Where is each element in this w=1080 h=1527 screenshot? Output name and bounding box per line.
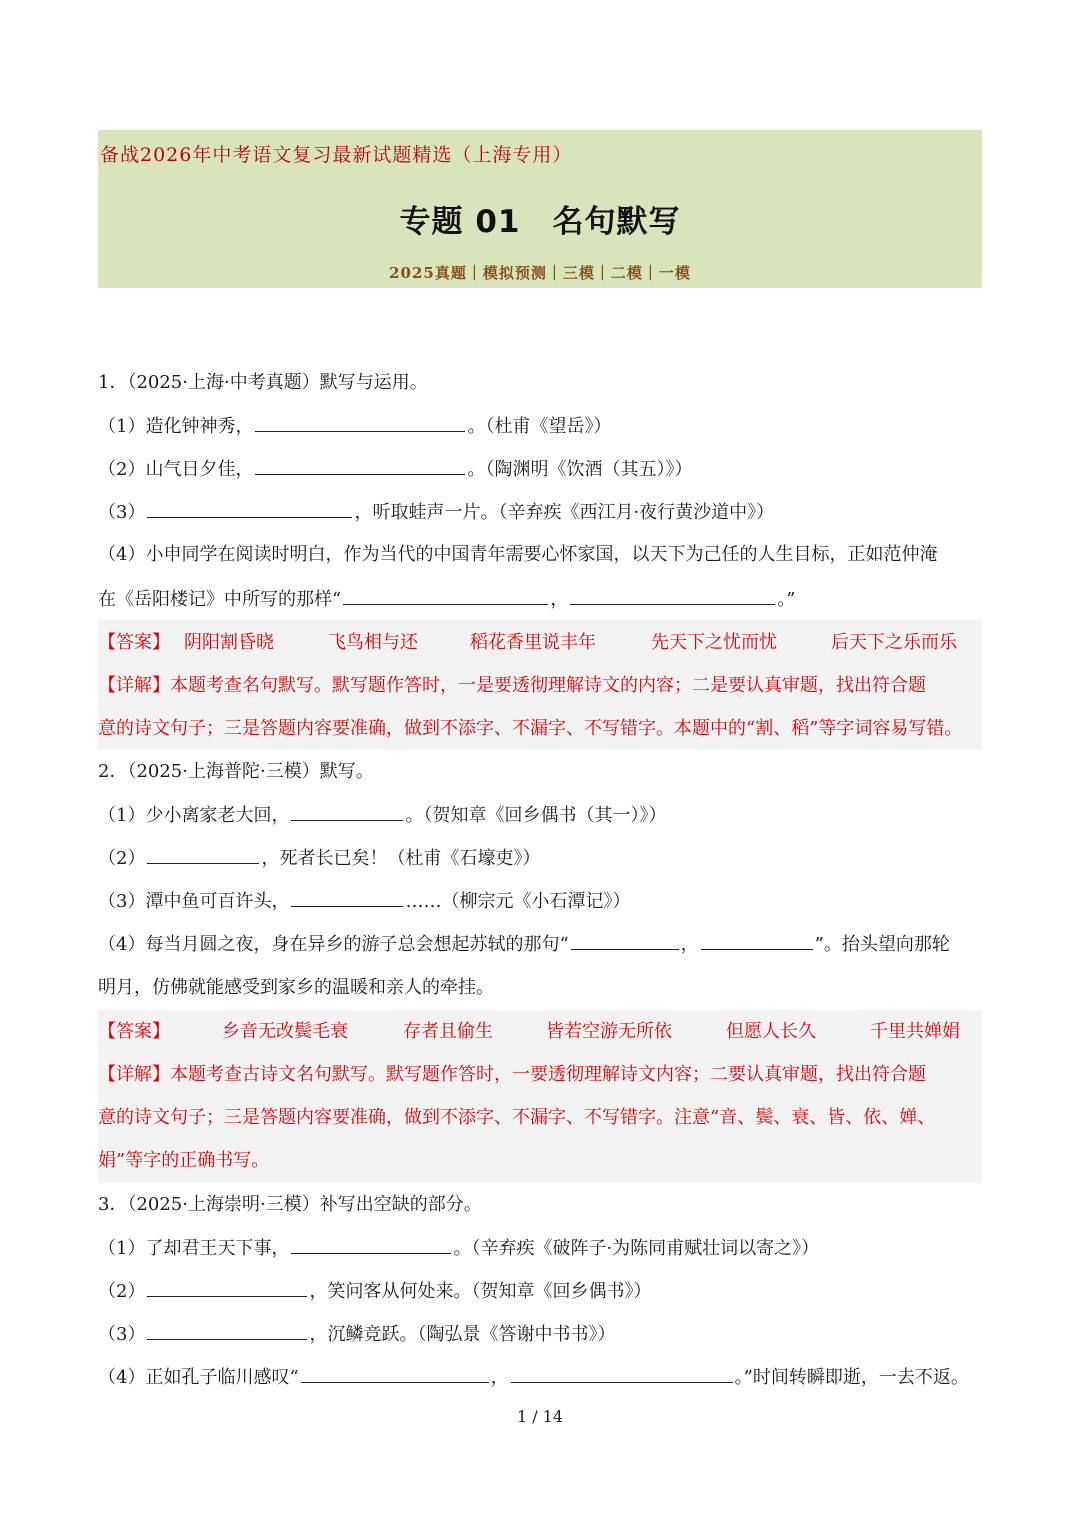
q3-part3-source: ，沉鳞竞跃。（陶弘景《答谢中书书》） [309,1324,616,1345]
closing-quote: 。” [777,589,796,610]
answer-blank[interactable] [291,800,403,821]
q1-part2 [98,454,984,485]
q1-part3-source: ，听取蛙声一片。（辛弃疾《西江月·夜行黄沙道中》） [354,502,775,523]
comma: ， [680,934,699,955]
q1-part4-line2 [98,584,984,615]
answer-item: 存者且偷生 [403,1021,493,1042]
q2-answer-box [98,1010,982,1183]
q2-part2-source: ，死者长已矣！（杜甫《石壕吏》） [261,848,541,869]
answer-blank[interactable] [291,886,403,907]
page-number: 1 / 14 [516,1407,564,1426]
q1-part3-prompt: （3） [98,502,146,523]
answer-item: 阴阳割昏晓 [184,632,274,653]
answer-blank[interactable] [147,497,352,518]
q2-part3-source: ……（柳宗元《小石潭记》） [405,891,631,912]
answer-blank[interactable] [571,929,679,950]
page-title: 专题 01 名句默写 [399,204,681,240]
q2-part1-prompt: （1）少小离家老大回， [98,805,290,826]
q2-detail-line1: 【详解】本题考查古诗文名句默写。默写题作答时，一要透彻理解诗文内容；二要认真审题，找出符合题 [98,1064,926,1085]
q1-part1 [98,411,984,442]
source-tags: 2025真题｜模拟预测｜三模｜二模｜一模 [389,264,691,282]
header-banner [98,130,982,288]
q1-part1-prompt: （1）造化钟神秀， [98,416,254,437]
q3-part4-prompt: （4）正如孔子临川感叹“ [98,1367,299,1388]
q3-part3-prompt: （3） [98,1324,146,1345]
q3-part3 [98,1319,984,1350]
q2-part2-prompt: （2） [98,848,146,869]
answer-label: 【答案】 [98,632,170,653]
q3-stem: 3．（2025·上海崇明·三模）补写出空缺的部分。 [98,1194,482,1215]
series-title: 备战2026年中考语文复习最新试题精选（上海专用） [100,144,573,166]
q2-detail-line3: 娟”等字的正确书写。 [98,1150,270,1171]
answer-item: 但愿人长久 [726,1021,816,1042]
q1-part4-line1: （4）小申同学在阅读时明白，作为当代的中国青年需要心怀家国，以天下为己任的人生目标，正如范仲淹 [98,544,938,565]
answer-blank[interactable] [343,584,548,605]
q1-part1-source: 。（杜甫《望岳》） [467,416,612,437]
answer-label: 【答案】 [98,1021,170,1042]
q2-part2 [98,843,984,874]
q1-part3 [98,497,984,528]
q2-part3 [98,886,984,917]
q3-part2-prompt: （2） [98,1281,146,1302]
answer-blank[interactable] [147,1276,307,1297]
q1-answer-line [98,628,984,658]
answer-item: 稻花香里说丰年 [470,632,596,653]
answer-blank[interactable] [511,1362,733,1383]
q3-part2 [98,1276,984,1307]
q3-part1-source: 。（辛弃疾《破阵子·为陈同甫赋壮词以寄之》） [453,1238,820,1259]
q1-stem: 1．（2025·上海·中考真题）默写与运用。 [98,372,428,393]
q1-detail-line2: 意的诗文句子；三是答题内容要准确，做到不添字、不漏字、不写错字。本题中的“割、稻”等字词容易写错。 [98,718,963,739]
answer-blank[interactable] [147,1319,307,1340]
q2-part1 [98,800,984,831]
answer-item: 乡音无改鬓毛衰 [222,1021,348,1042]
comma: ， [490,1367,509,1388]
q2-part4-tail: ”。抬头望向那轮 [814,934,950,955]
answer-blank[interactable] [291,1233,451,1254]
answer-blank[interactable] [301,1362,489,1383]
answer-item: 后天下之乐而乐 [831,632,957,653]
q3-part4-tail: 。”时间转瞬即逝，一去不返。 [734,1367,969,1388]
answer-item: 飞鸟相与还 [328,632,418,653]
q2-part4-line2: 明月，仿佛就能感受到家乡的温暖和亲人的牵挂。 [98,977,494,998]
answer-item: 千里共婵娟 [870,1021,960,1042]
q2-part3-prompt: （3）潭中鱼可百许头， [98,891,290,912]
answer-blank[interactable] [570,584,775,605]
answer-item: 先天下之忧而忧 [651,632,777,653]
answer-blank[interactable] [147,843,259,864]
q2-part1-source: 。（贺知章《回乡偶书（其一）》） [405,805,667,826]
answer-blank[interactable] [255,454,465,475]
q3-part2-source: ，笑问客从何处来。（贺知章《回乡偶书》） [309,1281,652,1302]
q2-part4-line1 [98,929,984,960]
answer-blank[interactable] [255,411,465,432]
comma: ， [550,589,569,610]
q3-part1 [98,1233,984,1264]
q3-part1-prompt: （1）了却君王天下事， [98,1238,290,1259]
q3-part4 [98,1362,984,1393]
q1-part4-prompt: 在《岳阳楼记》中所写的那样“ [98,589,342,610]
q1-part2-source: 。（陶渊明《饮酒（其五）》） [467,459,693,480]
q2-answer-line [98,1017,984,1047]
q2-stem: 2．（2025·上海普陀·三模）默写。 [98,761,374,782]
q2-detail-line2: 意的诗文句子；三是答题内容要准确，做到不添字、不漏字、不写错字。注意“音、鬓、衰、皆、依、婵、 [98,1107,936,1128]
q1-part2-prompt: （2）山气日夕佳， [98,459,254,480]
q2-part4-prompt: （4）每当月圆之夜，身在异乡的游子总会想起苏轼的那句“ [98,934,569,955]
answer-blank[interactable] [701,929,813,950]
answer-item: 皆若空游无所依 [546,1021,672,1042]
q1-answer-box [98,620,982,750]
q1-detail-line1: 【详解】本题考查名句默写。默写题作答时，一是要透彻理解诗文的内容；二是要认真审题，找出符合题 [98,675,926,696]
